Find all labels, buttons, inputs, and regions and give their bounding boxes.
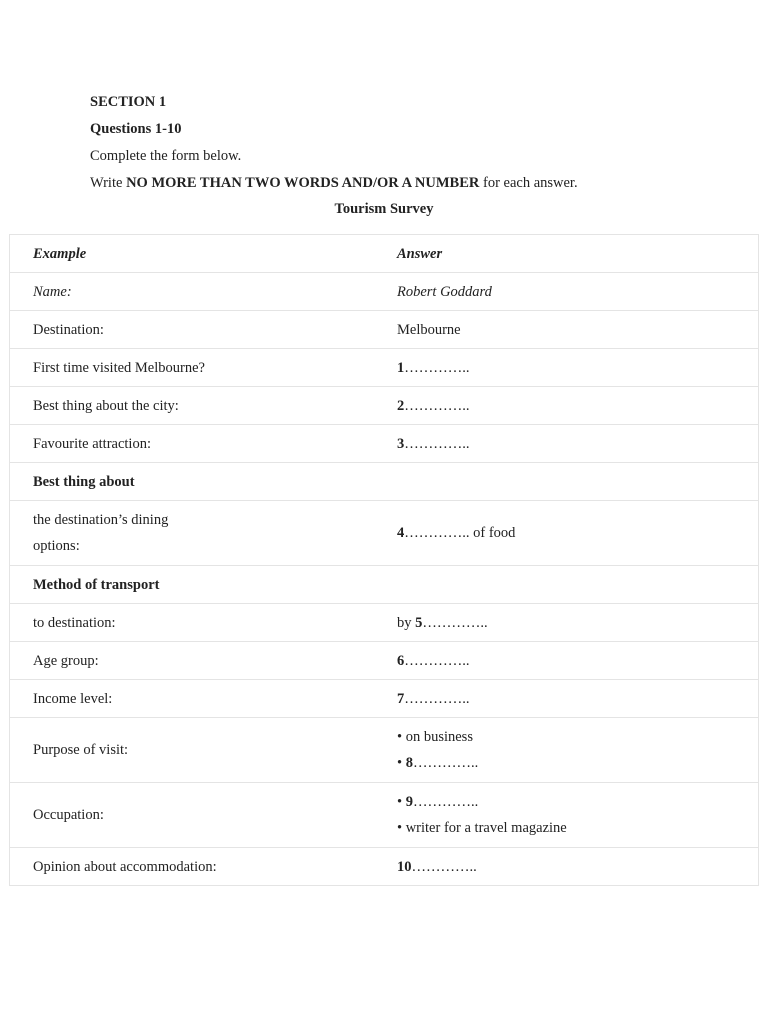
occupation-answers <box>397 783 759 848</box>
question-number: 2 <box>397 397 405 414</box>
instructions-header <box>90 90 690 198</box>
instruction-word-limit-post: for each answer. <box>479 175 578 191</box>
to-destination-label: to destination: <box>10 604 398 642</box>
occupation-label: Occupation: <box>10 783 398 848</box>
occupation-option-writer <box>397 815 758 841</box>
best-thing-heading: Best thing about <box>10 463 398 501</box>
answer-header: Answer <box>397 235 759 273</box>
empty-cell <box>397 566 759 604</box>
example-header: Example <box>10 235 398 273</box>
question-number: 5 <box>415 614 423 631</box>
answer-blank-5[interactable] <box>397 604 759 642</box>
answer-blank-3[interactable] <box>397 425 759 463</box>
answer-blank-10[interactable] <box>397 848 759 886</box>
answer-blank-9[interactable] <box>397 789 758 815</box>
opinion-label: Opinion about accommodation: <box>10 848 398 886</box>
occupation-option2-text: writer for a travel magazine <box>405 820 567 836</box>
answer-blank-6[interactable] <box>397 642 759 680</box>
destination-label: Destination: <box>10 311 398 349</box>
section-title: SECTION 1 <box>90 94 167 110</box>
best-city-label: Best thing about the city: <box>10 387 398 425</box>
blank-dots: ………….. <box>404 652 470 669</box>
table-row <box>10 604 759 642</box>
table-row <box>10 642 759 680</box>
instruction-word-limit <box>90 171 690 198</box>
tourism-survey-form <box>9 234 759 886</box>
blank-dots: ………….. <box>404 435 470 452</box>
table-row <box>10 501 759 566</box>
blank-dots: ………….. <box>412 755 479 771</box>
destination-value: Melbourne <box>397 311 759 349</box>
name-label: Name: <box>10 273 398 311</box>
blank-dots: ………….. <box>404 525 470 541</box>
purpose-option1-text: on business <box>405 729 473 745</box>
bullet: • <box>397 820 406 836</box>
instruction-word-limit-pre: Write <box>90 175 127 191</box>
purpose-answers <box>397 718 759 783</box>
name-value: Robert Goddard <box>397 273 759 311</box>
question-number: 1 <box>397 359 405 376</box>
questions-range: Questions 1-10 <box>90 121 182 137</box>
blank-dots: ………….. <box>411 858 477 875</box>
blank-dots: ………….. <box>412 794 479 810</box>
question-number: 10 <box>397 858 412 875</box>
blank-dots: ………….. <box>404 690 470 707</box>
table-row <box>10 680 759 718</box>
question-number: 9 <box>405 794 413 810</box>
purpose-label: Purpose of visit: <box>10 718 398 783</box>
blank-dots: ………….. <box>404 397 470 414</box>
dining-label-line2: options: <box>33 538 80 554</box>
table-row <box>10 425 759 463</box>
question-number: 8 <box>405 755 413 771</box>
table-row <box>10 463 759 501</box>
question-number: 3 <box>397 435 405 452</box>
table-row <box>10 783 759 848</box>
answer-blank-2[interactable] <box>397 387 759 425</box>
bullet: • <box>397 729 406 745</box>
empty-cell <box>397 463 759 501</box>
table-row <box>10 273 759 311</box>
age-label: Age group: <box>10 642 398 680</box>
instruction-word-limit-bold: NO MORE THAN TWO WORDS AND/OR A NUMBER <box>126 175 480 191</box>
blank-dots: ………….. <box>422 614 488 631</box>
question-number: 7 <box>397 690 405 707</box>
question-number: 6 <box>397 652 405 669</box>
table-row <box>10 566 759 604</box>
survey-title: Tourism Survey <box>334 201 434 217</box>
answer-blank-7[interactable] <box>397 680 759 718</box>
first-time-label: First time visited Melbourne? <box>10 349 398 387</box>
transport-heading: Method of transport <box>10 566 398 604</box>
instruction-complete-form: Complete the form below. <box>90 148 242 164</box>
table-row <box>10 311 759 349</box>
answer-blank-1[interactable] <box>397 349 759 387</box>
dining-suffix: of food <box>469 525 516 541</box>
attraction-label: Favourite attraction: <box>10 425 398 463</box>
table-row <box>10 235 759 273</box>
table-row <box>10 387 759 425</box>
purpose-option-business <box>397 724 758 750</box>
blank-dots: ………….. <box>404 359 470 376</box>
table-row <box>10 718 759 783</box>
dining-label-line1: the destination’s dining <box>33 512 169 528</box>
income-label: Income level: <box>10 680 398 718</box>
answer-blank-8[interactable] <box>397 750 758 776</box>
question-number: 4 <box>397 525 405 541</box>
dining-label <box>10 501 398 566</box>
table-row <box>10 349 759 387</box>
bullet: • <box>397 755 406 771</box>
answer-blank-4[interactable] <box>397 501 759 566</box>
transport-prefix: by <box>397 614 416 631</box>
bullet: • <box>397 794 406 810</box>
table-row <box>10 848 759 886</box>
